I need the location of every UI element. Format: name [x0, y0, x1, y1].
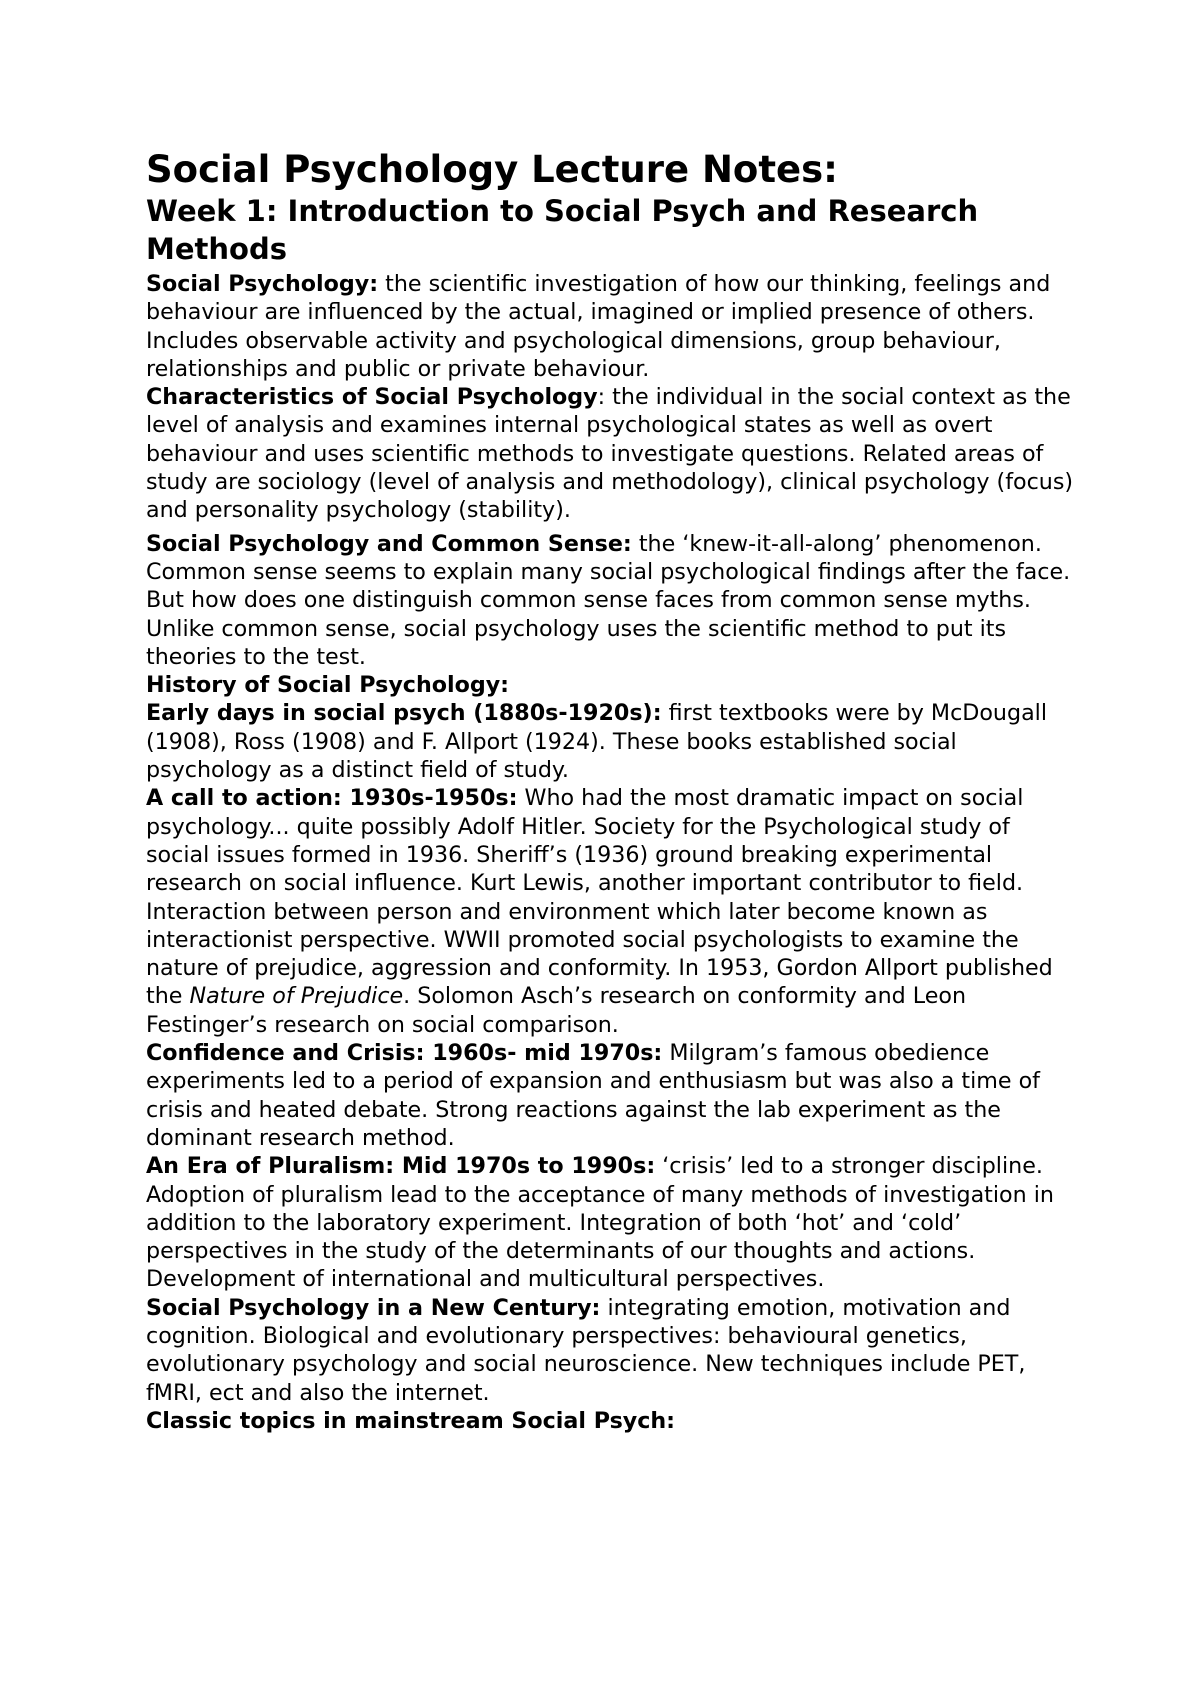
paragraph-text: first textbooks were by McDougall (1908), Ross (1908) and F. Allport (1924). These books established social psychology as a distinct field of study. — [146, 700, 1047, 784]
paragraph-text: integrating emotion, motivation and cognition. Biological and evolutionary perspectives: behavioural genetics, evolutionary psychology and social neuroscience. New techniques include PET, fMRI, ect and also the internet. — [146, 1294, 1026, 1406]
paragraph-text: the ‘knew-it-all-along’ phenomenon. Common sense seems to explain many social psychological findings after the face. But how does one distinguish common sense faces from common sense myths. Unlike common sense, social psychology uses the scientific method to put its theories to the test. — [146, 530, 1071, 670]
heading-history — [146, 671, 1076, 699]
paragraph-social-psychology — [146, 270, 1076, 383]
paragraph-text: Milgram’s famous obedience experiments led to a period of expansion and enthusiasm but was also a time of crisis and heated debate. Strong reactions against the lab experiment as the dominant research method. — [146, 1040, 1040, 1151]
paragraph-text: Who had the most dramatic impact on social psychology... quite possibly Adolf Hitler. Society for the Psychological study of social issues formed in 1936. Sheriff’s (1936) ground breaking experimental research on social influence. Kurt Lewis, another important contributor to field. Interaction between person and environment which later become known as interactionist perspective. WWII promoted social psychologists to examine the nature of prejudice, aggression and conformity. In 1953, Gordon Allport published the — [146, 785, 1053, 1010]
paragraph-early-days — [146, 699, 1076, 784]
term-label: An Era of Pluralism: Mid 1970s to 1990s: — [146, 1153, 656, 1180]
document-body — [146, 148, 1076, 1435]
term-label: History of Social Psychology: — [146, 672, 510, 699]
paragraph-text: the scientific investigation of how our thinking, feelings and behaviour are influenced by the actual, imagined or implied presence of others. Includes observable activity and psychological dimensions, group behaviour, relationships and public or private behaviour. — [146, 271, 1051, 382]
paragraph-new-century — [146, 1294, 1076, 1407]
paragraph-common-sense — [146, 530, 1076, 671]
paragraph-characteristics — [146, 383, 1076, 524]
document-title: Social Psychology Lecture Notes: — [146, 148, 838, 191]
paragraph-text: : the individual in the social context as the level of analysis and examines internal psychological states as well as overt behaviour and uses scientific methods to investigate questions. Related areas of study are sociology (level of analysis and methodology), clinical psychology (focus) and personality psychology (stability). — [146, 384, 1074, 524]
term-label: Social Psychology and Common Sense: — [146, 530, 632, 557]
paragraph-text: ‘crisis’ led to a stronger discipline. Adoption of pluralism lead to the acceptance of many methods of investigation in addition to the laboratory experiment. Integration of both ‘hot’ and ‘cold’ perspectives in the study of the determinants of our thoughts and actions. Development of international and multicultural perspectives. — [146, 1153, 1054, 1293]
term-label: Classic topics in mainstream Social Psych: — [146, 1407, 676, 1434]
heading-classic-topics — [146, 1407, 1076, 1435]
term-label: Characteristics of Social Psychology — [146, 384, 598, 411]
paragraph-call-to-action — [146, 784, 1076, 1039]
paragraph-confidence-crisis — [146, 1039, 1076, 1152]
term-label: A call to action: 1930s-1950s: — [146, 785, 518, 812]
term-label: Social Psychology: — [146, 271, 379, 297]
paragraph-text-after: . Solomon Asch’s research on conformity and Leon Festinger’s research on social comparison. — [146, 983, 967, 1038]
term-label: Social Psychology in a New Century: — [146, 1294, 601, 1321]
document-subtitle: Week 1: Introduction to Social Psych and Research Methods — [146, 194, 979, 266]
term-label: Early days in social psych (1880s-1920s): — [146, 700, 662, 727]
book-title: Nature of Prejudice — [189, 983, 404, 1010]
paragraph-pluralism — [146, 1152, 1076, 1293]
term-label: Confidence and Crisis: 1960s- mid 1970s: — [146, 1040, 663, 1067]
